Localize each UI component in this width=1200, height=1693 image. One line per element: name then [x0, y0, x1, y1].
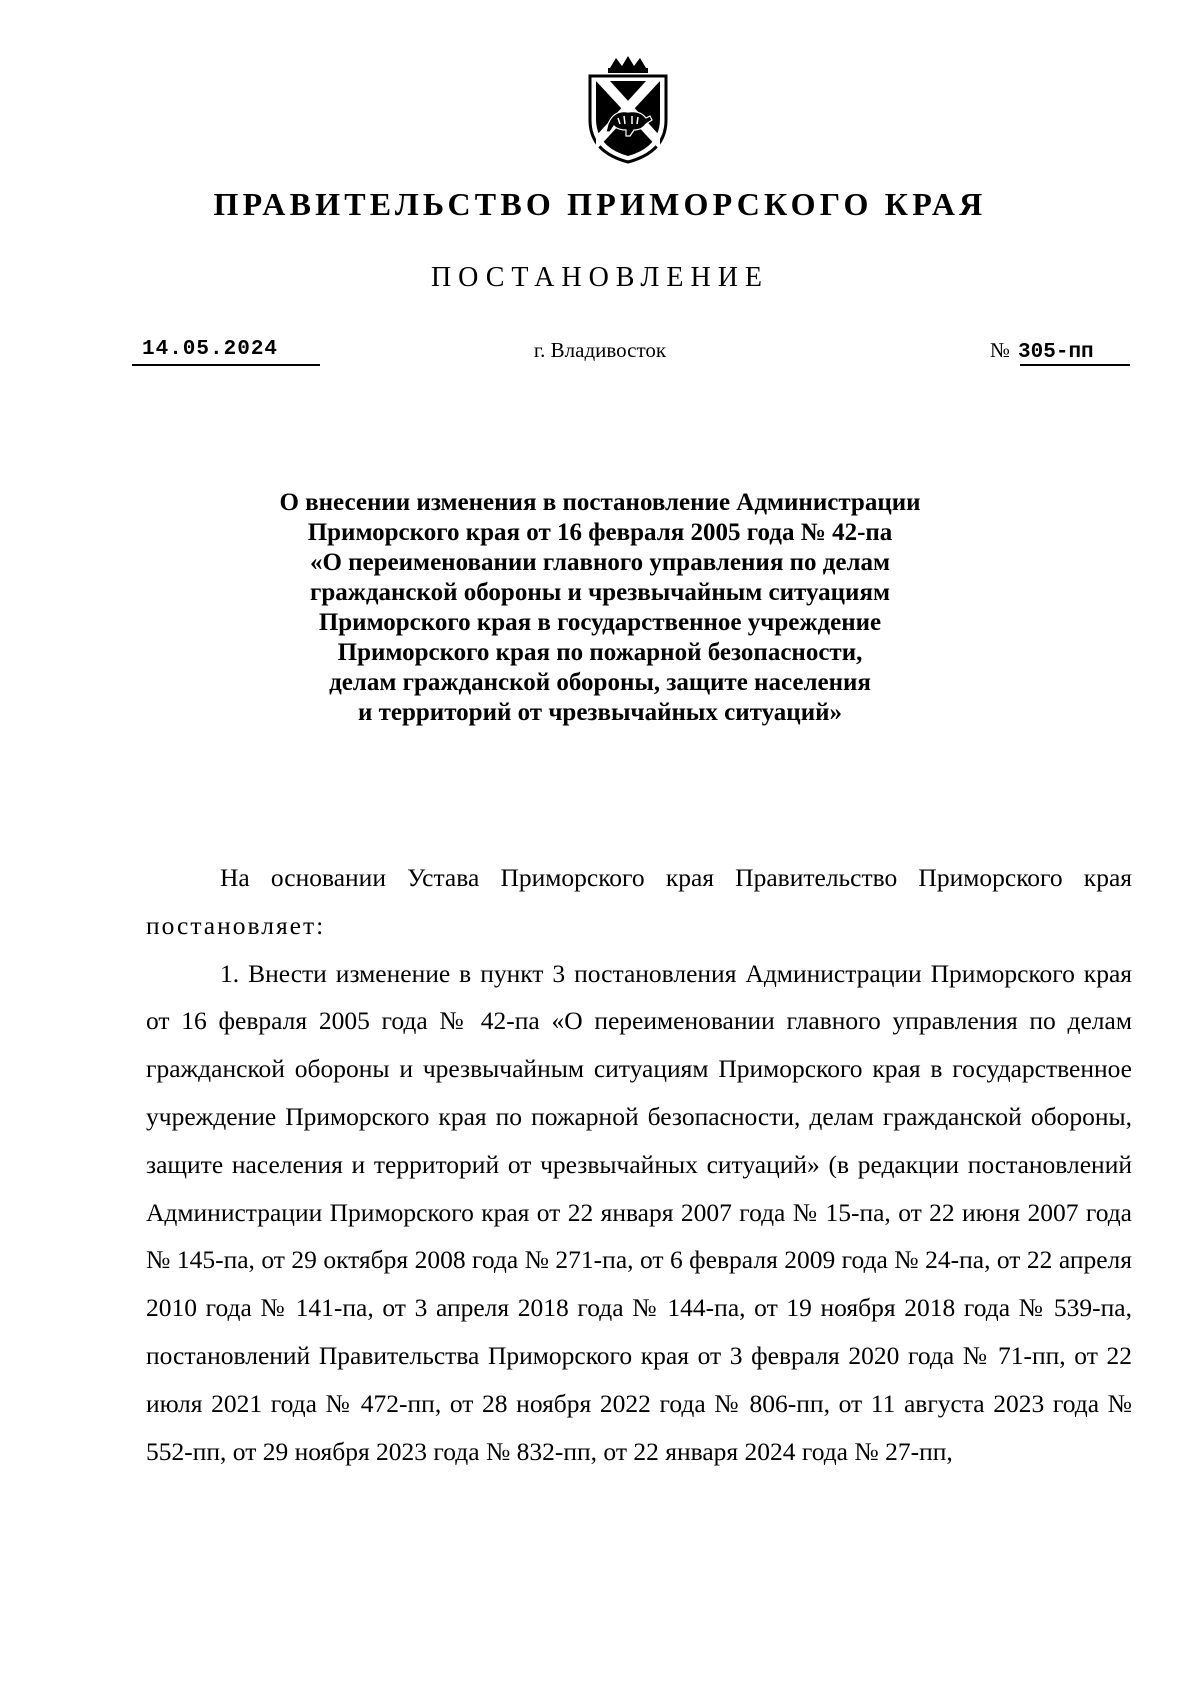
- coat-of-arms-icon: [580, 54, 676, 166]
- number-underline: [1020, 364, 1130, 366]
- date-underline: [132, 364, 320, 366]
- document-city: г. Владивосток: [533, 338, 667, 362]
- body-paragraph-item-1: 1. Внести изменение в пункт 3 постановления Администрации Приморского края от 16 февраля 2005 года № 42-па «О переименовании главного управления по делам гражданской обороны и чрезвычайным ситуациям Приморского края в государственное учреждение Приморского края по пожарной безопасности, делам гражданской обороны, защите населения и территорий от чрезвычайных ситуаций» (в редакции постановлений Администрации Приморского края от 22 января 2007 года № 15-па, от 22 июня 2007 года № 145-па, от 29 октября 2008 года № 271-па, от 6 февраля 2009 года № 24-па, от 22 апреля 2010 года № 141-па, от 3 апреля 2018 года № 144-па, от 19 ноября 2018 года № 539-па, постановлений Правительства Приморского края от 3 февраля 2020 года № 71-пп, от 22 июля 2021 года № 472-пп, от 28 ноября 2022 года № 806-пп, от 11 августа 2023 года № 552-пп, от 29 ноября 2023 года № 832-пп, от 22 января 2024 года № 27-пп,: [146, 958, 1132, 1466]
- document-heading: [120, 488, 1080, 728]
- preamble-resolves: постановляет:: [146, 910, 326, 940]
- body-paragraph-preamble: [146, 854, 1132, 950]
- heading-line: Приморского края по пожарной безопасности,: [337, 639, 863, 666]
- government-title: ПРАВИТЕЛЬСТВО ПРИМОРСКОГО КРАЯ: [213, 186, 987, 222]
- heading-line: и территорий от чрезвычайных ситуаций»: [357, 699, 843, 726]
- document-date: 14.05.2024: [142, 338, 279, 361]
- heading-line: «О переименовании главного управления по делам: [309, 549, 891, 576]
- heading-line: делам гражданской обороны, защите населения: [329, 669, 871, 696]
- heading-line: Приморского края от 16 февраля 2005 года № 42-па: [307, 519, 893, 546]
- heading-line: Приморского края в государственное учреждение: [318, 609, 882, 636]
- number-prefix: №: [990, 338, 1011, 362]
- heading-line: гражданской обороны и чрезвычайным ситуациям: [309, 579, 891, 606]
- document-type: ПОСТАНОВЛЕНИЕ: [430, 262, 770, 293]
- document-body: [146, 854, 1132, 1475]
- number-value: 305-пп: [1018, 341, 1094, 364]
- preamble-text: На основании Устава Приморского края Правительство Приморского края: [220, 863, 1132, 892]
- heading-line: О внесении изменения в постановление Администрации: [279, 489, 921, 516]
- document-number: [990, 338, 1094, 364]
